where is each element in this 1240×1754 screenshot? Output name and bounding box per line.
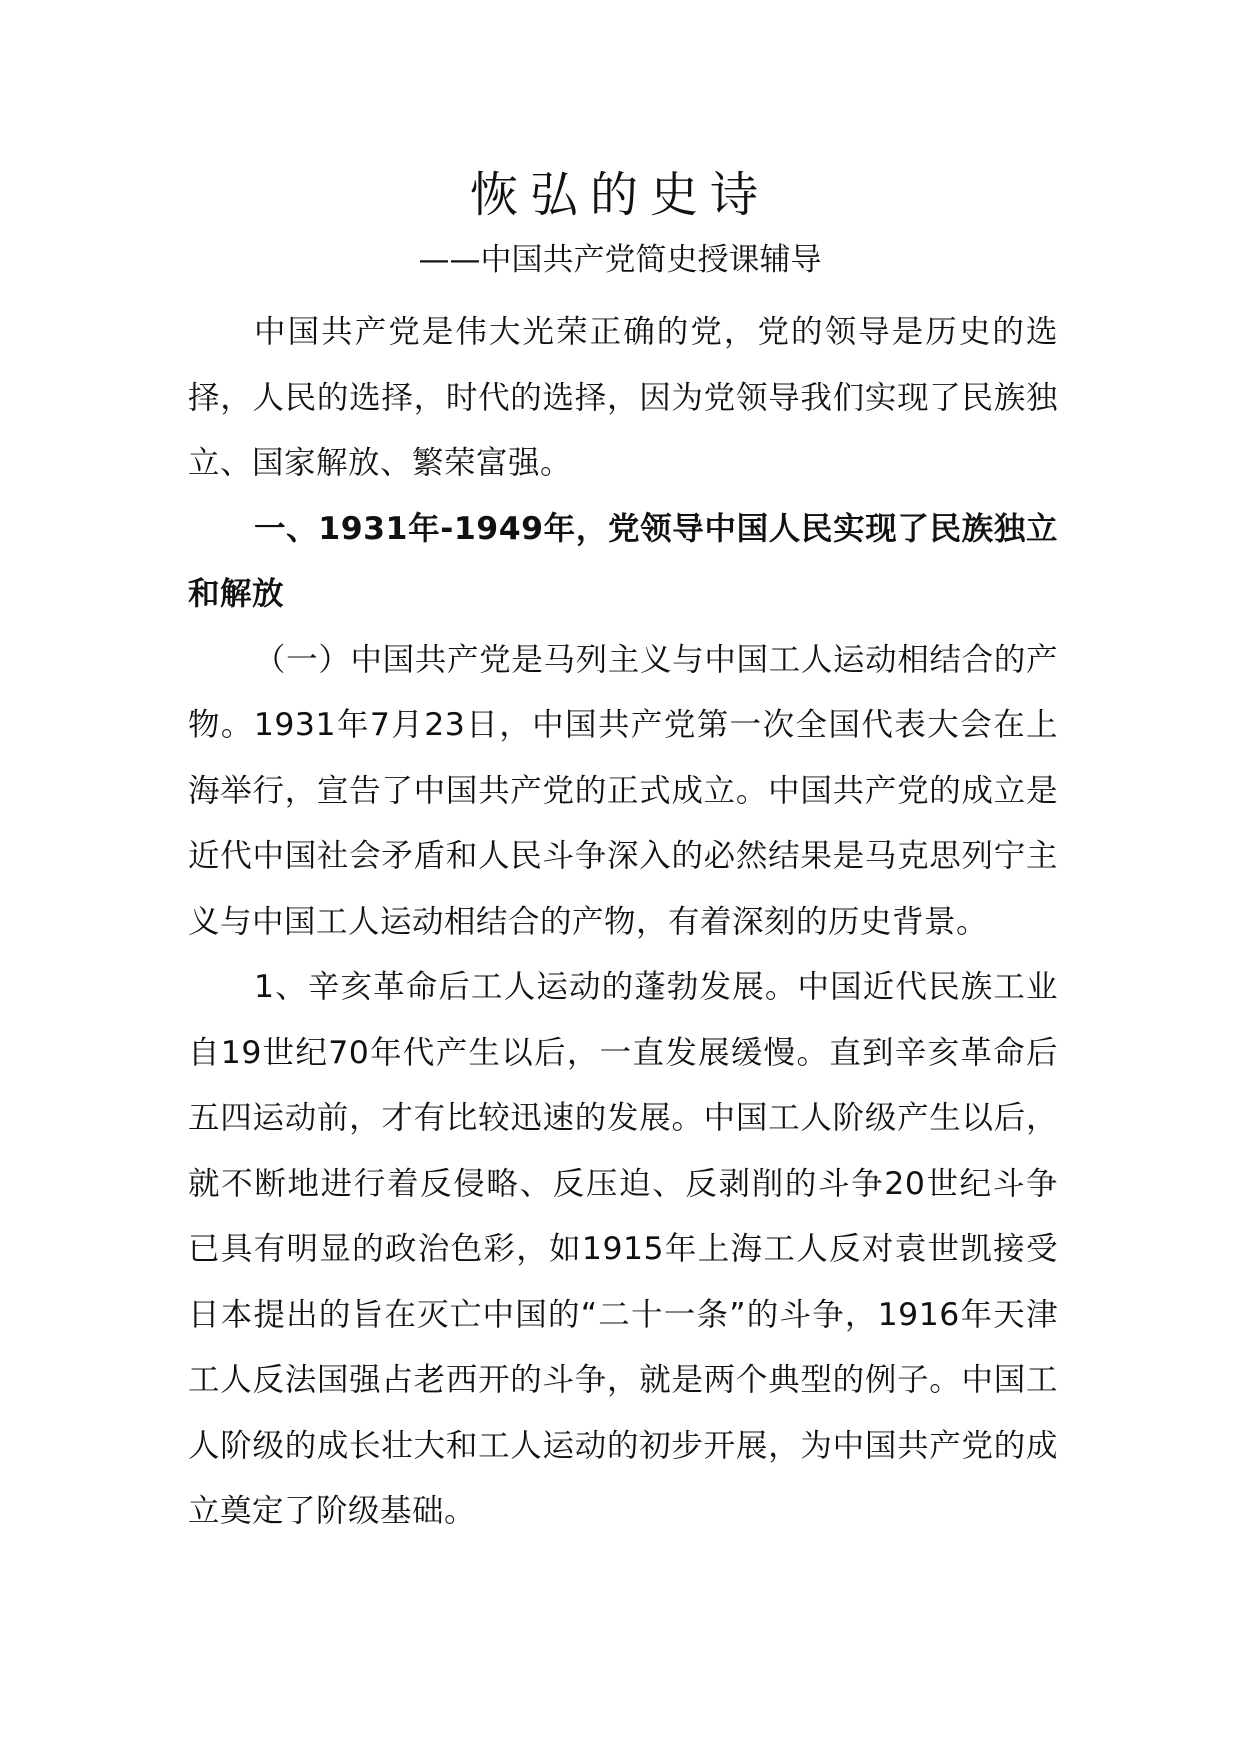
subsection-paragraph: （一）中国共产党是马列主义与中国工人运动相结合的产物。1931年7月23日，中国共产党第一次全国代表大会在上海举行，宣告了中国共产党的正式成立。中国共产党的成立是近代中国社会矛盾和人民斗争深入的必然结果是马克思列宁主义与中国工人运动相结合的产物，有着深刻的历史背景。 [188,641,1058,940]
point-paragraph: 1、辛亥革命后工人运动的蓬勃发展。中国近代民族工业自19世纪70年代产生以后，一直发展缓慢。直到辛亥革命后五四运动前，才有比较迅速的发展。中国工人阶级产生以后，就不断地进行着反侵略、反压迫、反剥削的斗争20世纪斗争已具有明显的政治色彩，如1915年上海工人反对袁世凯接受日本提出的旨在灭亡中国的“二十一条”的斗争，1916年天津工人反法国强占老西开的斗争，就是两个典型的例子。中国工人阶级的成长壮大和工人运动的初步开展，为中国共产党的成立奠定了阶级基础。 [188,969,1058,1529]
section-heading: 一、1931年-1949年，党领导中国人民实现了民族独立和解放 [188,510,1058,612]
intro-paragraph: 中国共产党是伟大光荣正确的党，党的领导是历史的选择，人民的选择，时代的选择，因为党领导我们实现了民族独立、国家解放、繁荣富强。 [188,314,1058,481]
document-body [188,300,1058,1545]
document-subtitle: ——中国共产党简史授课辅导 [418,242,822,278]
document-title: 恢弘的史诗 [469,167,770,223]
